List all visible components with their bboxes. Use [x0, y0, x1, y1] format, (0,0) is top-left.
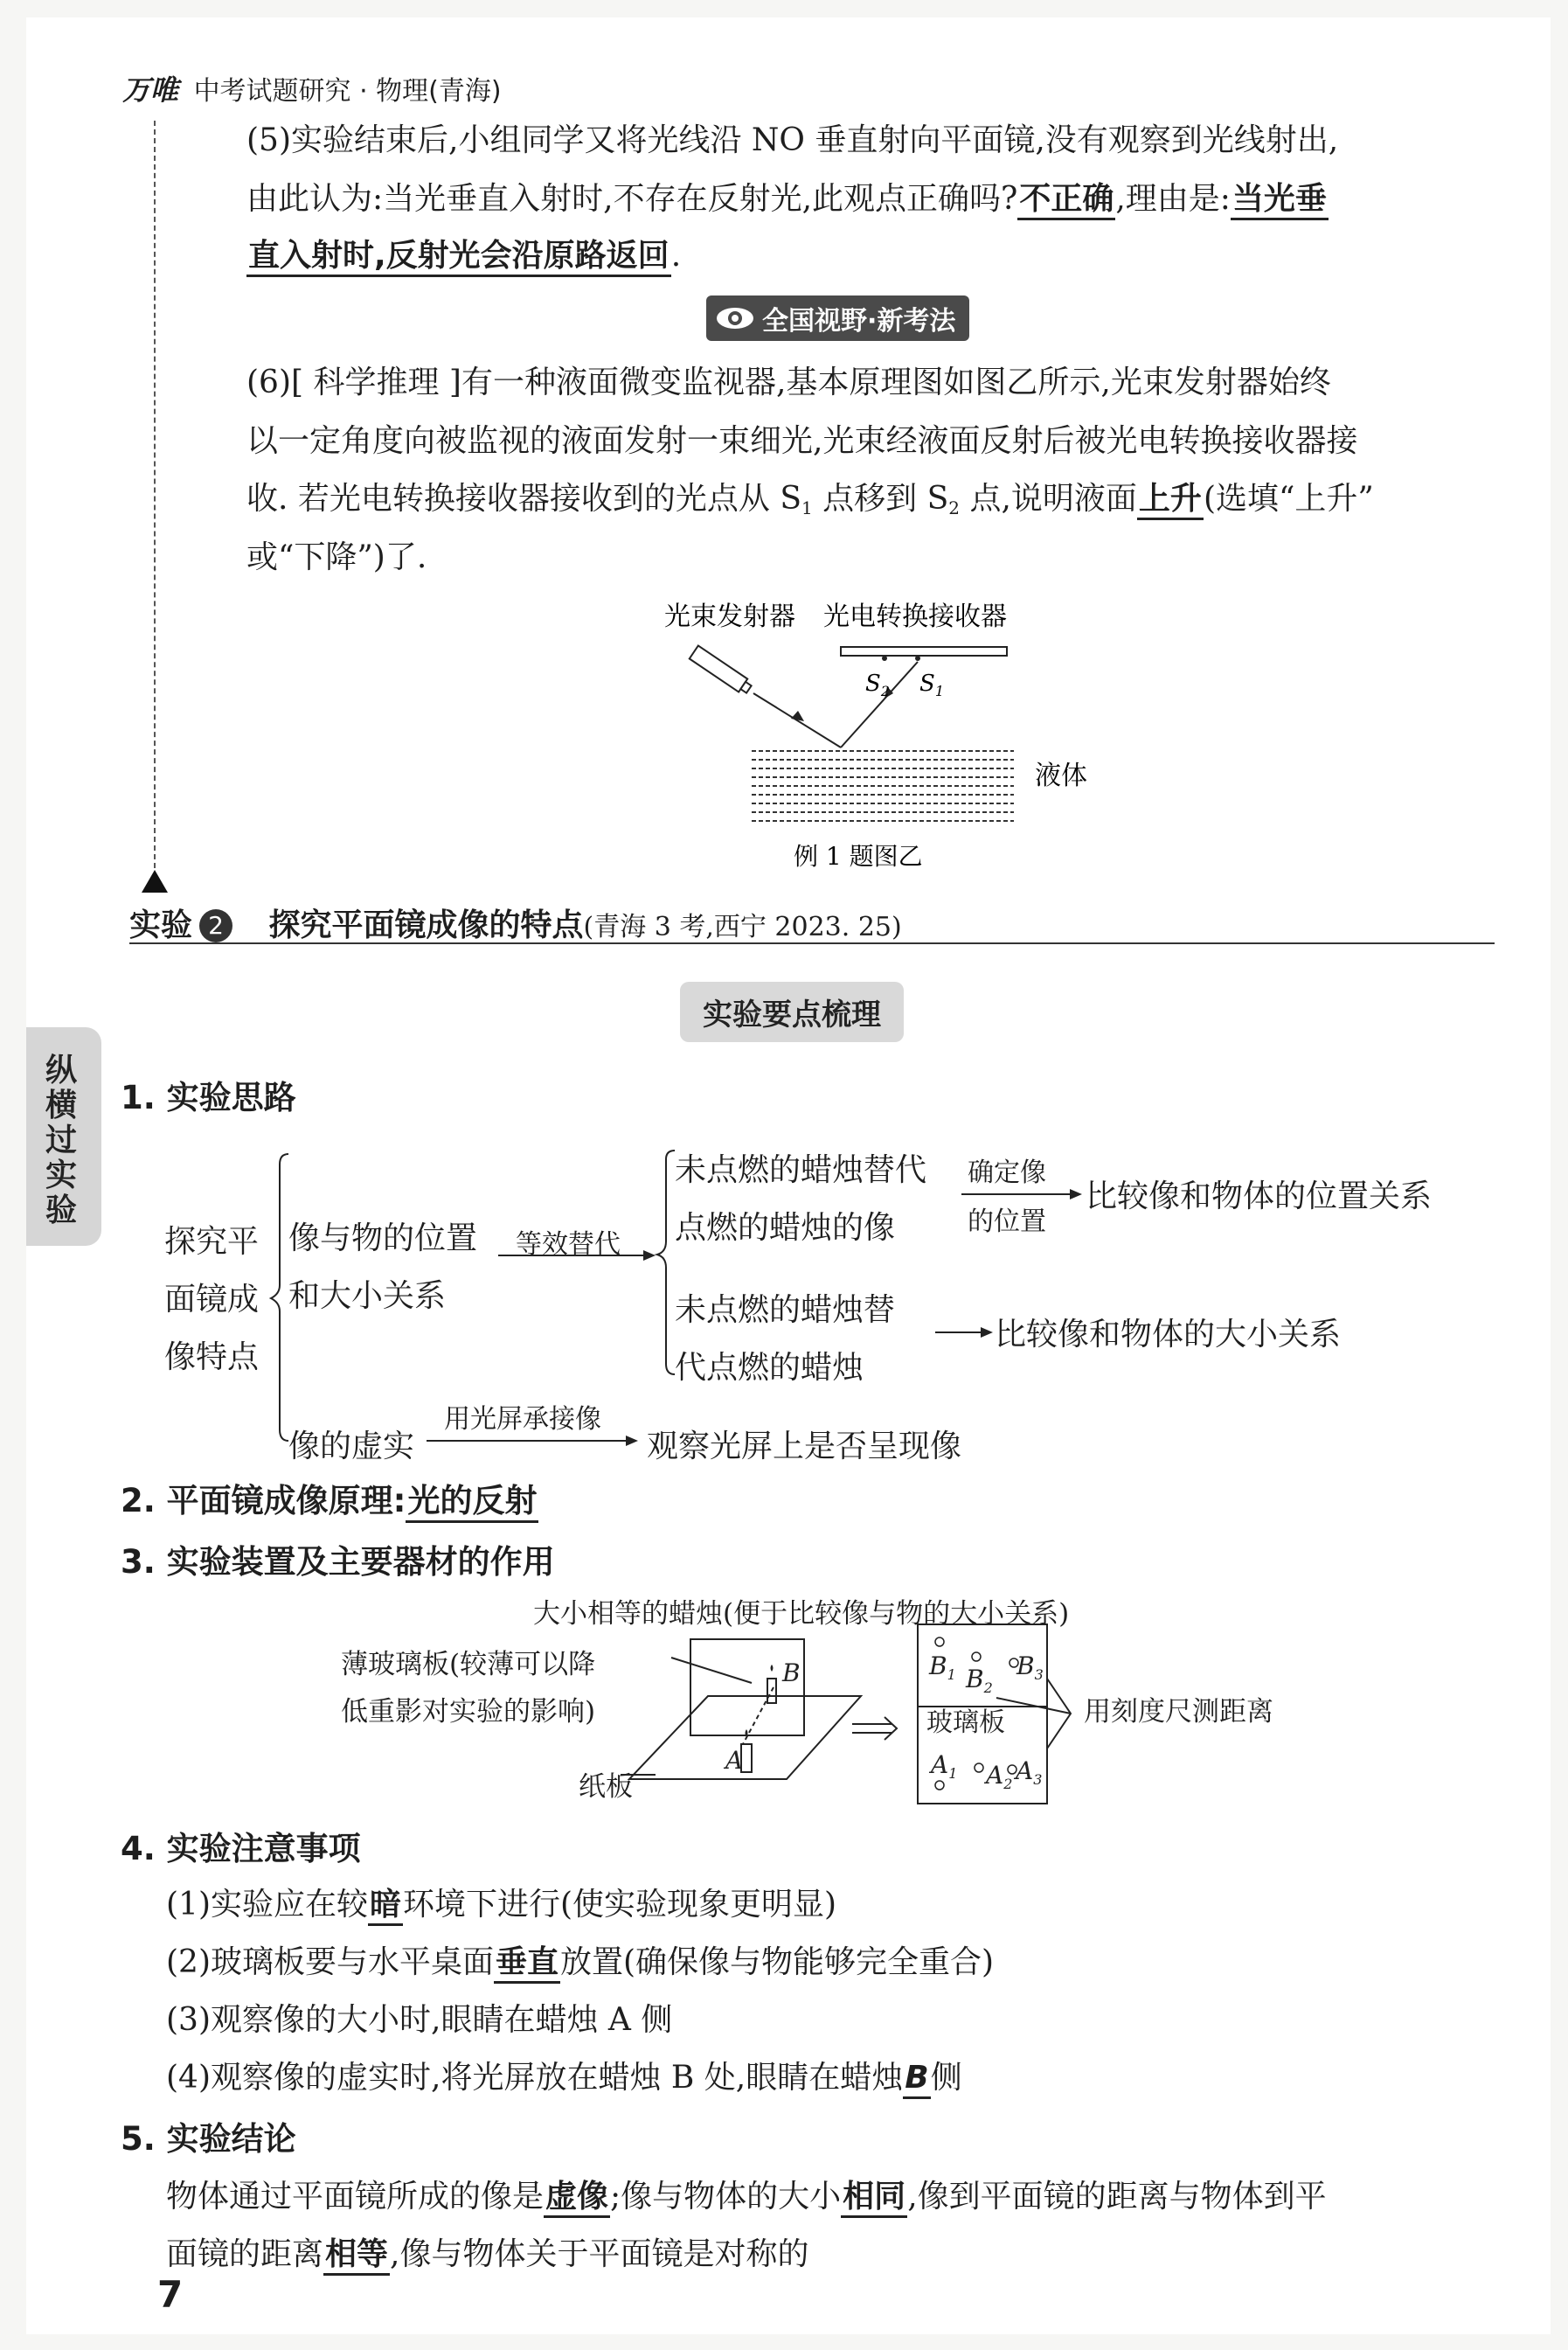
s5-line1-post: ,像到平面镜的距离与物体到平	[907, 2179, 1327, 2214]
q5-line3-end: .	[670, 238, 682, 274]
s5-heading: 5. 实验结论	[121, 2120, 296, 2158]
s1-subscript: 1	[801, 497, 813, 518]
label-b3: $B_3$	[1016, 1651, 1044, 1683]
glass-plate	[690, 1639, 804, 1735]
s4-item1-answer: 暗	[368, 1887, 403, 1926]
s1-root-line2: 面镜成	[164, 1282, 260, 1318]
q6-line3-text: 收. 若光电转换接收器接收到的光点从 S	[246, 481, 801, 517]
q5-answer-reason-part2: 直入射时,反射光会沿原路返回	[246, 238, 671, 277]
s5-answer-same-size: 相同	[841, 2179, 907, 2218]
s2-answer: 光的反射	[406, 1482, 538, 1523]
q6-line3-mid: 点移到 S	[812, 481, 949, 517]
s1-leaf1-line1: 未点燃的蜡烛替代	[675, 1152, 927, 1188]
s4-item4-post: 侧	[930, 2060, 962, 2096]
label-emitter: 光束发射器	[664, 601, 795, 632]
s2-heading: 2. 平面镜成像原理:	[121, 1482, 406, 1519]
q5-line2-mid: ,理由是:	[1115, 181, 1231, 217]
s1-leaf1-line2: 点燃的蜡烛的像	[675, 1210, 896, 1246]
figure-caption: 例 1 题图乙	[794, 842, 923, 871]
badge-label: 全国视野·新考法	[762, 306, 956, 337]
s4-item2-post: 放置(确保像与物能够完全重合)	[560, 1944, 995, 1980]
s1-root-line1: 探究平	[164, 1224, 260, 1260]
s1-heading: 1. 实验思路	[121, 1079, 296, 1116]
s5-line2-post: ,像与物体关于平面镜是对称的	[390, 2236, 809, 2272]
s4-item2	[166, 1937, 994, 1982]
s3-label-glass-line2: 低重影对实验的影响)	[341, 1696, 596, 1728]
s1-arrow2-label-line2: 的位置	[968, 1206, 1046, 1237]
q6-line3-mid2: 点,说明液面	[960, 481, 1137, 517]
q6-line3-end: (选填“上升”	[1203, 481, 1374, 517]
s4-item4-answer: B	[903, 2060, 930, 2099]
page-number: 7	[157, 2273, 184, 2316]
label-a: A	[725, 1746, 744, 1775]
label-measure: 用刻度尺测距离	[1084, 1696, 1273, 1728]
s4-heading: 4. 实验注意事项	[121, 1830, 361, 1867]
s4-item4	[166, 2053, 962, 2097]
apparatus-diagram	[26, 17, 1551, 2334]
s4-item2-pre: (2)玻璃板要与水平桌面	[166, 1944, 494, 1980]
experiment-number: 2	[199, 909, 232, 942]
s3-heading: 3. 实验装置及主要器材的作用	[121, 1543, 555, 1581]
label-b: B	[782, 1658, 801, 1687]
s1-leaf2-line1: 未点燃的蜡烛替	[675, 1292, 896, 1328]
s1-leaf2-line2: 代点燃的蜡烛	[675, 1350, 864, 1386]
q5-answer-correctness: 不正确	[1017, 181, 1115, 220]
label-b1: $B_1$	[929, 1651, 956, 1683]
s4-item1	[166, 1880, 836, 1924]
q6-line4: 或“下降”)了.	[246, 539, 427, 575]
s1-root-line3: 像特点	[164, 1339, 260, 1375]
s1-result3: 观察光屏上是否呈现像	[647, 1429, 962, 1464]
s1-result2: 比较像和物体的大小关系	[995, 1317, 1342, 1352]
label-a1: $A_1$	[931, 1750, 958, 1782]
s5-line1-mid: ;像与物体的大小	[610, 2179, 842, 2214]
q6-line1-text: (6)[ 科学推理 ]有一种液面微变监视器,基本原理图如图乙所示,光束发射器始终	[246, 365, 1331, 400]
brand-logo: 万唯	[122, 73, 179, 107]
q6-line2: 以一定角度向被监视的液面发射一束细光,光束经液面反射后被光电转换接收器接	[246, 423, 1358, 459]
paper-board	[629, 1696, 861, 1779]
experiment-title: 探究平面镜成像的特点	[268, 907, 584, 943]
s4-item3: (3)观察像的大小时,眼睛在蜡烛 A 侧	[166, 2002, 673, 2038]
s2-subscript: 2	[948, 497, 961, 518]
side-tab-label: 纵横过实验	[45, 1053, 78, 1228]
label-receiver: 光电转换接收器	[823, 601, 1007, 632]
s1-result1: 比较像和物体的位置关系	[1086, 1178, 1433, 1214]
label-b2: $B_2$	[966, 1665, 993, 1696]
label-board: 玻璃板	[926, 1707, 1005, 1738]
q5-line2-text: 由此认为:当光垂直入射时,不存在反射光,此观点正确吗?	[246, 181, 1018, 217]
s5-line1-pre: 物体通过平面镜所成的像是	[166, 2179, 545, 2214]
header-title: 中考试题研究 · 物理(青海)	[193, 76, 502, 107]
s5-answer-virtual: 虚像	[544, 2179, 610, 2218]
label-liquid: 液体	[1035, 761, 1087, 791]
s5-line1	[166, 2172, 1327, 2216]
s1-arrow2-label-line1: 确定像	[968, 1158, 1046, 1188]
experiment-prefix: 实验	[129, 907, 193, 943]
s1-branch1-line2: 和大小关系	[288, 1278, 447, 1314]
section-pill: 实验要点梳理	[680, 982, 904, 1042]
label-s2: $S_2$	[865, 671, 890, 699]
s5-line2-pre: 面镜的距离	[166, 2236, 324, 2272]
q5-answer-reason-part1: 当光垂	[1231, 181, 1329, 220]
s5-answer-equal: 相等	[323, 2236, 390, 2276]
s4-item1-post: 环境下进行(使实验现象更明显)	[403, 1887, 837, 1922]
s3-label-paper: 纸板	[579, 1771, 633, 1803]
page	[26, 17, 1551, 2334]
s4-item1-pre: (1)实验应在较	[166, 1887, 368, 1922]
s3-label-glass-line1: 薄玻璃板(较薄可以降	[341, 1649, 596, 1680]
label-a2: $A_2$	[986, 1761, 1013, 1792]
s4-item2-answer: 垂直	[494, 1944, 560, 1984]
s4-item4-pre: (4)观察像的虚实时,将光屏放在蜡烛 B 处,眼睛在蜡烛	[166, 2060, 904, 2096]
experiment-source: (青海 3 考,西宁 2023. 25)	[583, 912, 902, 942]
q5-line1: (5)实验结束后,小组同学又将光线沿 NO 垂直射向平面镜,没有观察到光线射出,	[246, 122, 1339, 158]
s1-branch1-line1: 像与物的位置	[288, 1220, 478, 1256]
q6-answer: 上升	[1137, 481, 1204, 520]
s1-arrow1-label: 等效替代	[516, 1229, 621, 1260]
s1-branch2: 像的虚实	[288, 1429, 415, 1464]
s3-label-candles: 大小相等的蜡烛(便于比较像与物的大小关系)	[533, 1598, 1070, 1630]
label-a3: $A_3$	[1016, 1756, 1043, 1788]
label-s1: $S_1$	[919, 671, 944, 699]
s5-line2	[166, 2229, 808, 2274]
s1-arrow3-label: 用光屏承接像	[444, 1404, 601, 1435]
